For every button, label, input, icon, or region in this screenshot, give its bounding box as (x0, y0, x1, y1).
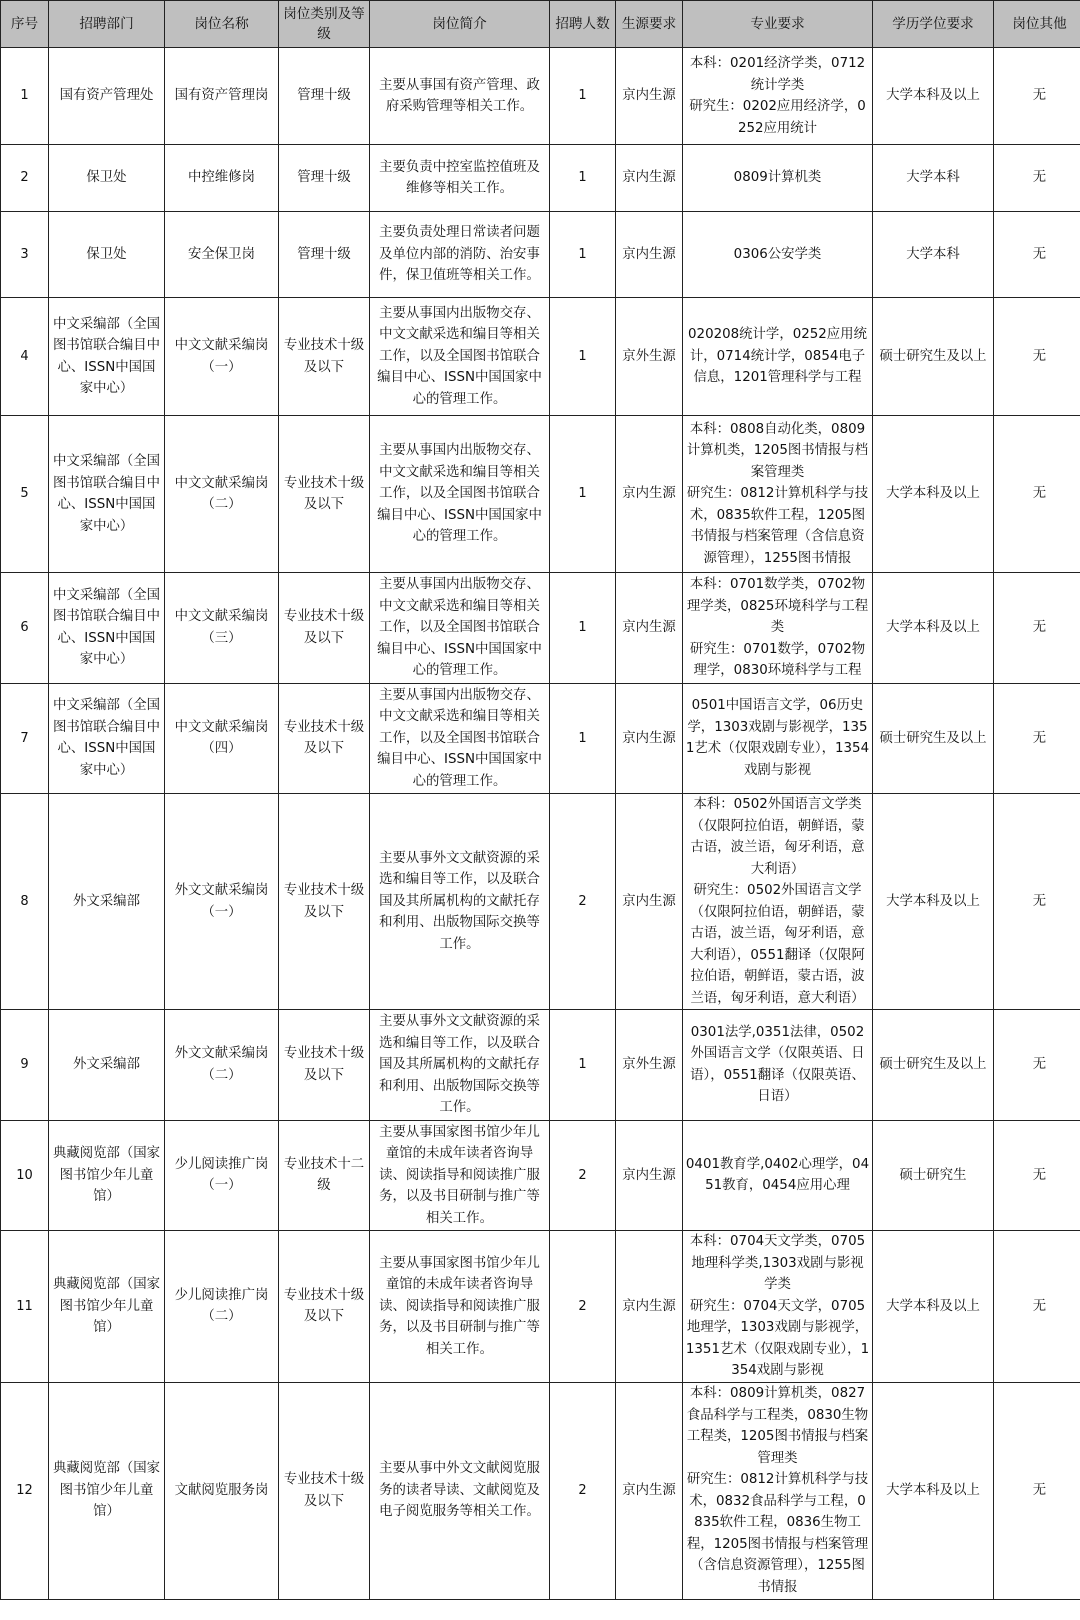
cell-degree: 硕士研究生及以上 (873, 1010, 994, 1121)
cell-count: 1 (550, 145, 616, 212)
cell-other: 无 (994, 1231, 1080, 1383)
cell-intro: 主要从事国内出版物交存、中文文献采选和编目等相关工作，以及全国图书馆联合编目中心、ISSN中国国家中心的管理工作。 (370, 683, 550, 794)
cell-count: 1 (550, 416, 616, 573)
header-dept: 招聘部门 (49, 1, 165, 48)
cell-dept: 外文采编部 (49, 1010, 165, 1121)
cell-other: 无 (994, 145, 1080, 212)
cell-level: 专业技术十级及以下 (279, 1231, 370, 1383)
cell-count: 1 (550, 298, 616, 416)
cell-post: 少儿阅读推广岗（一） (165, 1120, 279, 1231)
cell-intro: 主要从事外文文献资源的采选和编目等工作，以及联合国及其所属机构的文献托存和利用、出版物国际交换等工作。 (370, 1010, 550, 1121)
cell-level: 专业技术十二级 (279, 1120, 370, 1231)
cell-no: 3 (1, 212, 49, 298)
cell-intro: 主要从事国家图书馆少年儿童馆的未成年读者咨询导读、阅读指导和阅读推广服务，以及书目研制与推广等相关工作。 (370, 1231, 550, 1383)
cell-origin: 京内生源 (616, 212, 683, 298)
cell-dept: 外文采编部 (49, 794, 165, 1010)
cell-major: 0401教育学,0402心理学，0451教育，0454应用心理 (683, 1120, 873, 1231)
cell-origin: 京内生源 (616, 1231, 683, 1383)
cell-post: 安全保卫岗 (165, 212, 279, 298)
cell-intro: 主要负责处理日常读者问题及单位内部的消防、治安事件，保卫值班等相关工作。 (370, 212, 550, 298)
cell-intro: 主要负责中控室监控值班及维修等相关工作。 (370, 145, 550, 212)
cell-post: 外文文献采编岗（二） (165, 1010, 279, 1121)
cell-degree: 大学本科及以上 (873, 1382, 994, 1599)
cell-intro: 主要从事国有资产管理、政府采购管理等相关工作。 (370, 48, 550, 145)
cell-origin: 京外生源 (616, 298, 683, 416)
table-row (1, 1382, 1080, 1599)
header-origin: 生源要求 (616, 1, 683, 48)
cell-count: 2 (550, 1382, 616, 1599)
cell-intro: 主要从事国内出版物交存、中文文献采选和编目等相关工作，以及全国图书馆联合编目中心、ISSN中国国家中心的管理工作。 (370, 573, 550, 684)
table-row (1, 1120, 1080, 1231)
cell-post: 少儿阅读推广岗（二） (165, 1231, 279, 1383)
cell-intro: 主要从事国内出版物交存、中文文献采选和编目等相关工作，以及全国图书馆联合编目中心、ISSN中国国家中心的管理工作。 (370, 416, 550, 573)
table-row (1, 1010, 1080, 1121)
cell-level: 专业技术十级及以下 (279, 1010, 370, 1121)
cell-degree: 大学本科 (873, 212, 994, 298)
cell-origin: 京内生源 (616, 416, 683, 573)
cell-post: 中文文献采编岗（三） (165, 573, 279, 684)
cell-dept: 典藏阅览部（国家图书馆少年儿童馆） (49, 1382, 165, 1599)
cell-origin: 京内生源 (616, 573, 683, 684)
cell-level: 专业技术十级及以下 (279, 794, 370, 1010)
cell-no: 1 (1, 48, 49, 145)
header-degree: 学历学位要求 (873, 1, 994, 48)
table-row (1, 416, 1080, 573)
cell-origin: 京内生源 (616, 794, 683, 1010)
cell-intro: 主要从事外文文献资源的采选和编目等工作，以及联合国及其所属机构的文献托存和利用、出版物国际交换等工作。 (370, 794, 550, 1010)
cell-other: 无 (994, 683, 1080, 794)
cell-major: 本科：0701数学类，0702物理学类，0825环境科学与工程类 研究生：0701数学，0702物理学，0830环境科学与工程 (683, 573, 873, 684)
cell-post: 文献阅览服务岗 (165, 1382, 279, 1599)
cell-dept: 保卫处 (49, 145, 165, 212)
cell-major: 0306公安学类 (683, 212, 873, 298)
cell-dept: 保卫处 (49, 212, 165, 298)
cell-post: 中文文献采编岗（四） (165, 683, 279, 794)
cell-no: 7 (1, 683, 49, 794)
cell-level: 专业技术十级及以下 (279, 1382, 370, 1599)
table-row (1, 573, 1080, 684)
cell-post: 国有资产管理岗 (165, 48, 279, 145)
cell-major: 0301法学,0351法律，0502外国语言文学（仅限英语、日语），0551翻译（仅限英语、日语） (683, 1010, 873, 1121)
header-other: 岗位其他 (994, 1, 1080, 48)
cell-no: 10 (1, 1120, 49, 1231)
header-count: 招聘人数 (550, 1, 616, 48)
cell-degree: 大学本科 (873, 145, 994, 212)
cell-other: 无 (994, 573, 1080, 684)
cell-other: 无 (994, 416, 1080, 573)
header-post: 岗位名称 (165, 1, 279, 48)
cell-intro: 主要从事中外文文献阅览服务的读者导读、文献阅览及电子阅览服务等相关工作。 (370, 1382, 550, 1599)
cell-degree: 大学本科及以上 (873, 416, 994, 573)
cell-count: 1 (550, 1010, 616, 1121)
cell-dept: 中文采编部（全国图书馆联合编目中心、ISSN中国国家中心） (49, 298, 165, 416)
table-row (1, 48, 1080, 145)
table-header-row (1, 1, 1080, 48)
cell-dept: 国有资产管理处 (49, 48, 165, 145)
header-major: 专业要求 (683, 1, 873, 48)
cell-no: 12 (1, 1382, 49, 1599)
table-row (1, 1231, 1080, 1383)
cell-dept: 典藏阅览部（国家图书馆少年儿童馆） (49, 1120, 165, 1231)
cell-post: 中控维修岗 (165, 145, 279, 212)
header-intro: 岗位简介 (370, 1, 550, 48)
cell-major: 本科：0201经济学类，0712统计学类 研究生：0202应用经济学，0252应用统计 (683, 48, 873, 145)
cell-no: 5 (1, 416, 49, 573)
cell-major: 本科：0704天文学类，0705地理科学类,1303戏剧与影视学类 研究生：0704天文学，0705地理学，1303戏剧与影视学，1351艺术（仅限戏剧专业），1354戏剧与影视 (683, 1231, 873, 1383)
cell-other: 无 (994, 48, 1080, 145)
header-no: 序号 (1, 1, 49, 48)
cell-major: 0809计算机类 (683, 145, 873, 212)
cell-count: 1 (550, 212, 616, 298)
cell-level: 专业技术十级及以下 (279, 298, 370, 416)
cell-no: 11 (1, 1231, 49, 1383)
cell-count: 1 (550, 48, 616, 145)
table-row (1, 145, 1080, 212)
cell-level: 管理十级 (279, 48, 370, 145)
cell-count: 2 (550, 1231, 616, 1383)
cell-count: 2 (550, 794, 616, 1010)
cell-level: 专业技术十级及以下 (279, 683, 370, 794)
cell-level: 专业技术十级及以下 (279, 573, 370, 684)
cell-post: 中文文献采编岗（一） (165, 298, 279, 416)
cell-other: 无 (994, 1010, 1080, 1121)
cell-dept: 中文采编部（全国图书馆联合编目中心、ISSN中国国家中心） (49, 573, 165, 684)
cell-degree: 硕士研究生 (873, 1120, 994, 1231)
cell-other: 无 (994, 794, 1080, 1010)
table-row (1, 794, 1080, 1010)
cell-other: 无 (994, 298, 1080, 416)
cell-count: 2 (550, 1120, 616, 1231)
cell-origin: 京内生源 (616, 145, 683, 212)
cell-no: 6 (1, 573, 49, 684)
header-level: 岗位类别及等级 (279, 1, 370, 48)
cell-major: 0501中国语言文学，06历史学，1303戏剧与影视学，1351艺术（仅限戏剧专业），1354戏剧与影视 (683, 683, 873, 794)
cell-major: 本科：0502外国语言文学类（仅限阿拉伯语，朝鲜语，蒙古语，波兰语，匈牙利语，意大利语） 研究生：0502外国语言文学（仅限阿拉伯语，朝鲜语，蒙古语，波兰语，匈牙利语，意大利语），0551翻译（仅限阿拉伯语，朝鲜语，蒙古语，波兰语，匈牙利语，意大利语） (683, 794, 873, 1010)
cell-origin: 京外生源 (616, 1010, 683, 1121)
cell-major: 020208统计学，0252应用统计，0714统计学，0854电子信息，1201管理科学与工程 (683, 298, 873, 416)
cell-no: 4 (1, 298, 49, 416)
cell-degree: 硕士研究生及以上 (873, 683, 994, 794)
cell-count: 1 (550, 573, 616, 684)
cell-dept: 中文采编部（全国图书馆联合编目中心、ISSN中国国家中心） (49, 683, 165, 794)
table-row (1, 212, 1080, 298)
cell-degree: 大学本科及以上 (873, 794, 994, 1010)
cell-intro: 主要从事国家图书馆少年儿童馆的未成年读者咨询导读、阅读指导和阅读推广服务，以及书目研制与推广等相关工作。 (370, 1120, 550, 1231)
cell-level: 管理十级 (279, 145, 370, 212)
cell-intro: 主要从事国内出版物交存、中文文献采选和编目等相关工作，以及全国图书馆联合编目中心、ISSN中国国家中心的管理工作。 (370, 298, 550, 416)
table-row (1, 298, 1080, 416)
cell-degree: 硕士研究生及以上 (873, 298, 994, 416)
cell-origin: 京内生源 (616, 48, 683, 145)
cell-other: 无 (994, 1120, 1080, 1231)
cell-level: 专业技术十级及以下 (279, 416, 370, 573)
cell-no: 9 (1, 1010, 49, 1121)
cell-major: 本科：0808自动化类，0809计算机类，1205图书情报与档案管理类 研究生：0812计算机科学与技术，0835软件工程，1205图书情报与档案管理（含信息资源管理），1255图书情报 (683, 416, 873, 573)
cell-degree: 大学本科及以上 (873, 48, 994, 145)
cell-other: 无 (994, 1382, 1080, 1599)
cell-post: 外文文献采编岗（一） (165, 794, 279, 1010)
cell-origin: 京内生源 (616, 683, 683, 794)
cell-degree: 大学本科及以上 (873, 573, 994, 684)
table-row (1, 683, 1080, 794)
cell-dept: 典藏阅览部（国家图书馆少年儿童馆） (49, 1231, 165, 1383)
cell-count: 1 (550, 683, 616, 794)
cell-dept: 中文采编部（全国图书馆联合编目中心、ISSN中国国家中心） (49, 416, 165, 573)
cell-degree: 大学本科及以上 (873, 1231, 994, 1383)
cell-no: 8 (1, 794, 49, 1010)
cell-origin: 京内生源 (616, 1120, 683, 1231)
cell-level: 管理十级 (279, 212, 370, 298)
cell-major: 本科：0809计算机类，0827食品科学与工程类，0830生物工程类，1205图书情报与档案管理类 研究生：0812计算机科学与技术，0832食品科学与工程，0835软件工程，0836生物工程，1205图书情报与档案管理（含信息资源管理），1255图书情报 (683, 1382, 873, 1599)
cell-no: 2 (1, 145, 49, 212)
cell-origin: 京内生源 (616, 1382, 683, 1599)
cell-post: 中文文献采编岗（二） (165, 416, 279, 573)
cell-other: 无 (994, 212, 1080, 298)
